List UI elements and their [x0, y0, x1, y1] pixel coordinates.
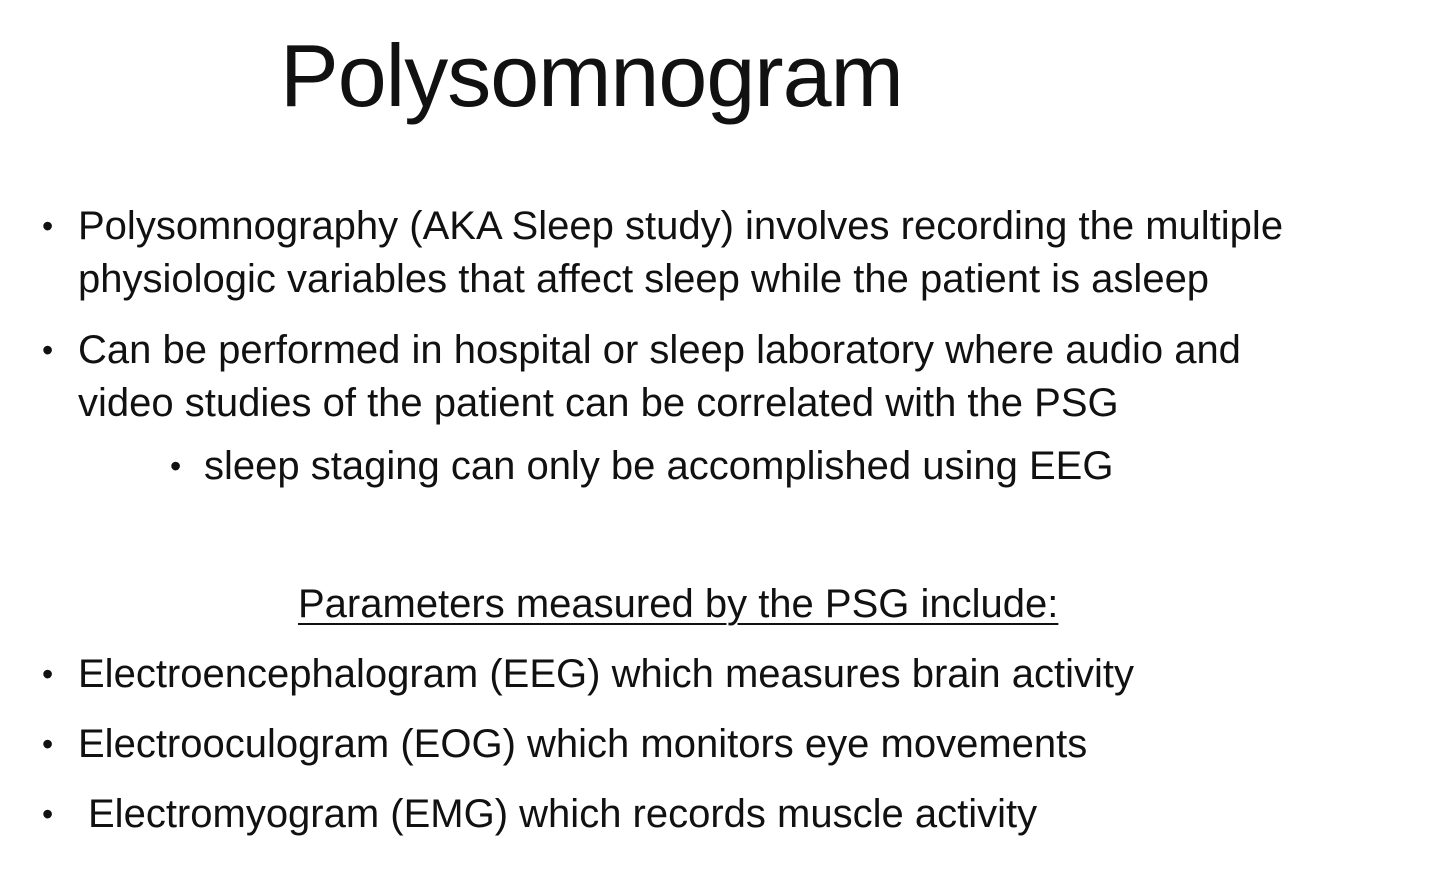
param-item: [42, 648, 1134, 701]
bullet-marker: •: [170, 448, 182, 484]
bullet-marker: •: [42, 656, 54, 692]
bullet-text-line: Polysomnography (AKA Sleep study) involves recording the multiple: [78, 204, 1284, 248]
bullet-marker: •: [42, 332, 54, 368]
bullet-text-line: physiologic variables that affect sleep while the patient is asleep: [78, 257, 1210, 301]
bullet-marker: •: [42, 796, 54, 832]
bullet-text-line: video studies of the patient can be correlated with the PSG: [78, 381, 1119, 425]
sub-bullet-text: sleep staging can only be accomplished using EEG: [204, 444, 1114, 488]
param-text: Electromyogram (EMG) which records muscle activity: [88, 792, 1038, 836]
bullet-text-line: Can be performed in hospital or sleep laboratory where audio and: [78, 328, 1241, 372]
param-item: [42, 788, 1037, 841]
param-item: [42, 718, 1087, 771]
slide-title: Polysomnogram: [280, 26, 903, 125]
sub-bullet-item: [170, 440, 1113, 493]
param-text: Electroencephalogram (EEG) which measures brain activity: [78, 652, 1134, 696]
bullet-marker: •: [42, 726, 54, 762]
bullet-item: [42, 200, 1283, 306]
bullet-marker: •: [42, 208, 54, 244]
param-text: Electrooculogram (EOG) which monitors eye movements: [78, 722, 1088, 766]
params-heading: Parameters measured by the PSG include:: [298, 582, 1059, 626]
bullet-item: [42, 324, 1241, 430]
